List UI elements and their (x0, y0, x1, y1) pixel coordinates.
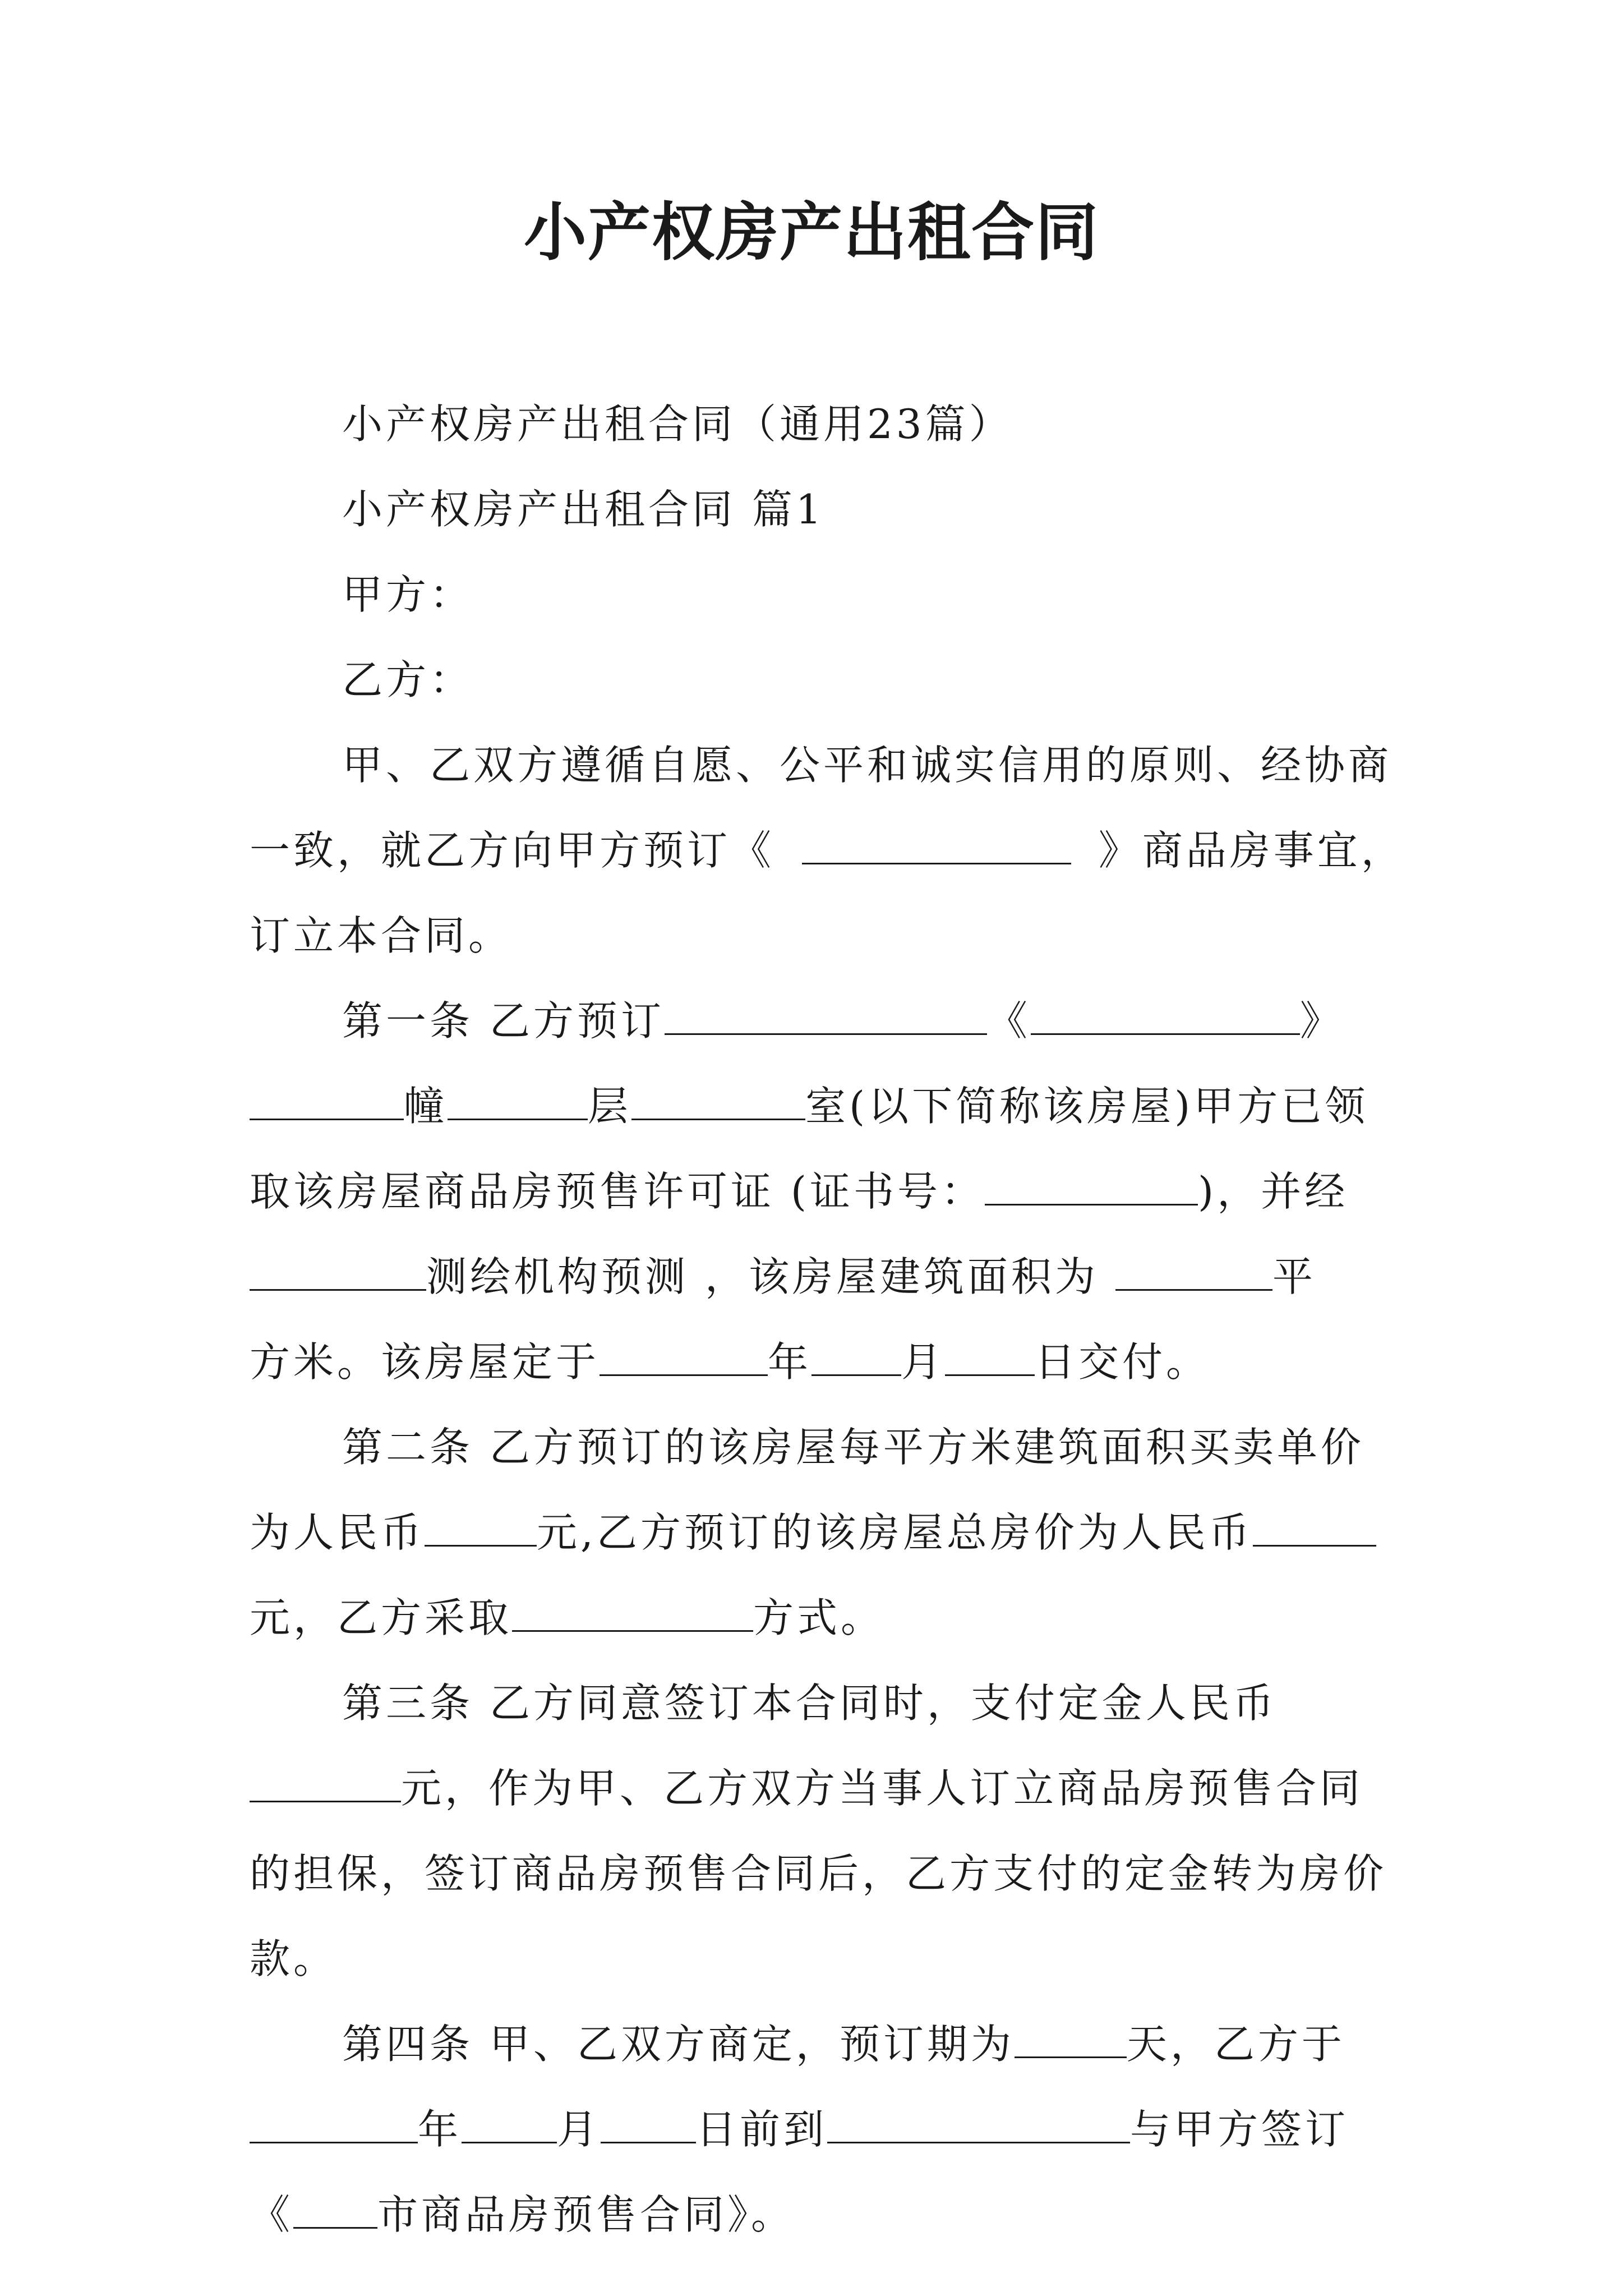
art1-text: )，并经 (1197, 1168, 1349, 1215)
art2-text: 元,乙方预订的该房屋总房价为人民币 (537, 1509, 1253, 1556)
document-body (250, 381, 1405, 2257)
art1-line-5 (250, 1319, 1388, 1405)
art1-line-3 (250, 1149, 1388, 1234)
art1-line-1 (250, 978, 1388, 1064)
art4-text: 与甲方签订 (1130, 2106, 1349, 2153)
art1-line-2 (250, 1064, 1388, 1149)
blank (811, 1340, 901, 1376)
art4-text: 日前到 (696, 2106, 828, 2153)
blank (1115, 1254, 1272, 1291)
art1-text: 第一条 乙方预订 (342, 997, 665, 1045)
art4-text: 市商品房预售合同》。 (377, 2191, 795, 2238)
intro-text-b: 》商品房事宜， (1098, 827, 1405, 874)
intro-text-a: 一致，就乙方向甲方预订《 (250, 827, 775, 874)
art4-text: 月 (557, 2106, 601, 2153)
blank (1031, 999, 1300, 1035)
art1-text: 方米。该房屋定于 (250, 1338, 600, 1386)
blank (1015, 2022, 1127, 2058)
party-a-label: 甲方： (342, 571, 474, 618)
blank (600, 1340, 768, 1376)
blank (425, 1510, 537, 1547)
art1-text: 年 (768, 1338, 812, 1386)
art4-text: 天，乙方于 (1126, 2021, 1345, 2068)
intro-line-3: 订立本合同。 (250, 912, 513, 959)
art3-text: 元，作为甲、乙方双方当事人订立商品房预售合同 (401, 1765, 1364, 1812)
party-b-label: 乙方： (342, 656, 474, 703)
blank (462, 2107, 557, 2143)
art2-line-1: 第二条 乙方预订的该房屋每平方米建筑面积买卖单价 (342, 1424, 1364, 1471)
blank (601, 2107, 696, 2143)
document-title: 小产权房产出租合同 (524, 196, 1099, 269)
blank (250, 1254, 426, 1291)
subtitle: 小产权房产出租合同（通用23篇） (342, 401, 1013, 448)
art1-line-4 (250, 1234, 1388, 1319)
art1-text: 层 (588, 1083, 632, 1130)
art3-line-2 (250, 1746, 1388, 1831)
art1-text: 月 (901, 1338, 946, 1386)
art1-text: 平 (1272, 1253, 1316, 1300)
blank (665, 999, 987, 1035)
art1-text: 《 (986, 997, 1031, 1045)
art2-text: 方式。 (753, 1594, 885, 1641)
blank (945, 1340, 1035, 1376)
blank (985, 1169, 1198, 1205)
art4-text: 第四条 甲、乙双方商定，预订期为 (342, 2021, 1015, 2068)
blank (250, 2107, 418, 2143)
section-heading: 小产权房产出租合同 篇1 (342, 486, 825, 533)
art3-line-4: 款。 (250, 1935, 338, 1982)
blank (631, 1084, 805, 1120)
art4-line-1 (250, 2001, 1388, 2087)
art1-text: 取该房屋商品房预售许可证 (证书号： (250, 1168, 985, 1215)
blank (512, 1595, 753, 1632)
blank (293, 2192, 377, 2229)
art2-text: 元，乙方采取 (250, 1594, 513, 1641)
art1-text: 室(以下简称该房屋)甲方已领 (805, 1083, 1369, 1130)
blank (250, 1766, 401, 1802)
art2-line-3 (250, 1575, 1388, 1660)
art3-line-1: 第三条 乙方同意签订本合同时，支付定金人民币 (342, 1680, 1277, 1727)
art1-text: 测绘机构预测 ，该房屋建筑面积为 (426, 1253, 1099, 1300)
blank-project-name (802, 828, 1071, 864)
blank (1253, 1510, 1376, 1547)
art2-line-2 (250, 1490, 1388, 1575)
art2-text: 为人民币 (250, 1509, 425, 1556)
art1-text: 幢 (404, 1083, 448, 1130)
blank (827, 2107, 1130, 2143)
art3-line-3: 的担保，签订商品房预售合同后，乙方支付的定金转为房价 (250, 1850, 1387, 1897)
intro-line-2 (250, 808, 1405, 893)
intro-line-1: 甲、乙双方遵循自愿、公平和诚实信用的原则、经协商 (342, 742, 1393, 789)
blank (250, 1084, 404, 1120)
art4-text: 年 (418, 2106, 462, 2153)
art1-text: 日交付。 (1035, 1338, 1210, 1386)
art4-line-2 (250, 2087, 1388, 2172)
art1-text: 》 (1299, 997, 1344, 1045)
blank (448, 1084, 588, 1120)
art4-text: 《 (250, 2191, 294, 2238)
art4-line-3 (250, 2172, 1388, 2257)
